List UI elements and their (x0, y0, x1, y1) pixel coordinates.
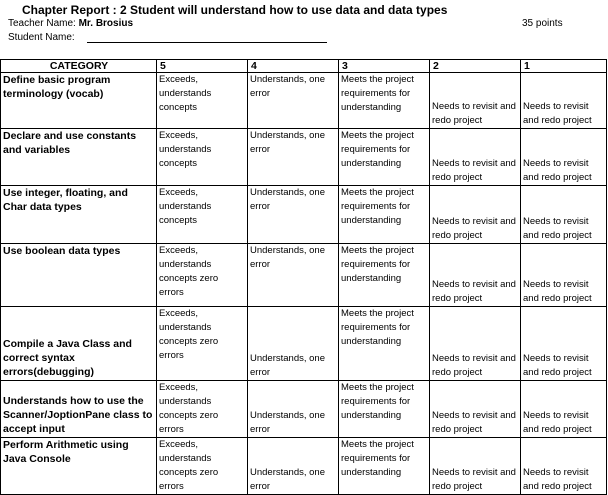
score-4-cell: Understands, one error (248, 244, 339, 307)
score-3-cell: Meets the project requirements for understanding (339, 73, 430, 129)
student-name-field[interactable] (87, 42, 327, 43)
category-cell: Use integer, floating, and Char data types (1, 186, 157, 244)
score-1-cell: Needs to revisit and redo project (521, 244, 607, 307)
score-3-cell: Meets the project requirements for understanding (339, 381, 430, 438)
score-3-cell: Meets the project requirements for understanding (339, 244, 430, 307)
score-2-cell: Needs to revisit and redo project (430, 381, 521, 438)
score-5-cell: Exceeds, understands concepts (157, 129, 248, 186)
score-1-cell: Needs to revisit and redo project (521, 307, 607, 381)
table-row (1, 244, 607, 307)
score-2-cell: Needs to revisit and redo project (430, 186, 521, 244)
score-4-cell: Understands, one error (248, 73, 339, 129)
table-row (1, 186, 607, 244)
rubric-table (0, 59, 607, 495)
score-1-cell: Needs to revisit and redo project (521, 438, 607, 495)
score-3-cell: Meets the project requirements for understanding (339, 307, 430, 381)
score-2-cell: Needs to revisit and redo project (430, 129, 521, 186)
category-cell: Declare and use constants and variables (1, 129, 157, 186)
score-1-cell: Needs to revisit and redo project (521, 381, 607, 438)
score-2-cell: Needs to revisit and redo project (430, 73, 521, 129)
category-cell: Use boolean data types (1, 244, 157, 307)
score-4-cell: Understands, one error (248, 381, 339, 438)
category-cell: Understands how to use the Scanner/JoptionPane class to accept input (1, 381, 157, 438)
score-4-cell: Understands, one error (248, 438, 339, 495)
score-3-cell: Meets the project requirements for understanding (339, 129, 430, 186)
score-1-cell: Needs to revisit and redo project (521, 186, 607, 244)
score-5-cell: Exceeds, understands concepts (157, 73, 248, 129)
score-4-cell: Understands, one error (248, 129, 339, 186)
score-4-cell: Understands, one error (248, 307, 339, 381)
table-row (1, 73, 607, 129)
score-5-cell: Exceeds, understands concepts zero errors (157, 381, 248, 438)
report-title: Chapter Report : 2 Student will understand how to use data and data types (22, 3, 448, 17)
score-2-cell: Needs to revisit and redo project (430, 307, 521, 381)
table-row (1, 381, 607, 438)
score-5-cell: Exceeds, understands concepts zero errors (157, 307, 248, 381)
teacher-line (8, 18, 133, 29)
score-4-cell: Understands, one error (248, 186, 339, 244)
teacher-name: Mr. Brosius (78, 18, 134, 29)
score-1-cell: Needs to revisit and redo project (521, 73, 607, 129)
points-value: 35 points (522, 18, 563, 29)
column-header-3: 3 (339, 60, 430, 73)
column-header-5: 5 (157, 60, 248, 73)
category-cell: Perform Arithmetic using Java Console (1, 438, 157, 495)
column-header-4: 4 (248, 60, 339, 73)
table-row (1, 129, 607, 186)
score-2-cell: Needs to revisit and redo project (430, 244, 521, 307)
teacher-label: Teacher Name: (8, 18, 76, 29)
student-label: Student Name: (8, 32, 75, 43)
column-header-category: CATEGORY (1, 60, 157, 73)
column-header-2: 2 (430, 60, 521, 73)
table-row (1, 438, 607, 495)
table-row (1, 307, 607, 381)
score-1-cell: Needs to revisit and redo project (521, 129, 607, 186)
score-2-cell: Needs to revisit and redo project (430, 438, 521, 495)
score-5-cell: Exceeds, understands concepts zero errors (157, 438, 248, 495)
header-row (1, 60, 607, 73)
score-5-cell: Exceeds, understands concepts zero errors (157, 244, 248, 307)
score-3-cell: Meets the project requirements for understanding (339, 438, 430, 495)
column-header-1: 1 (521, 60, 607, 73)
score-5-cell: Exceeds, understands concepts (157, 186, 248, 244)
score-3-cell: Meets the project requirements for understanding (339, 186, 430, 244)
category-cell: Define basic program terminology (vocab) (1, 73, 157, 129)
category-cell: Compile a Java Class and correct syntax errors(debugging) (1, 307, 157, 381)
